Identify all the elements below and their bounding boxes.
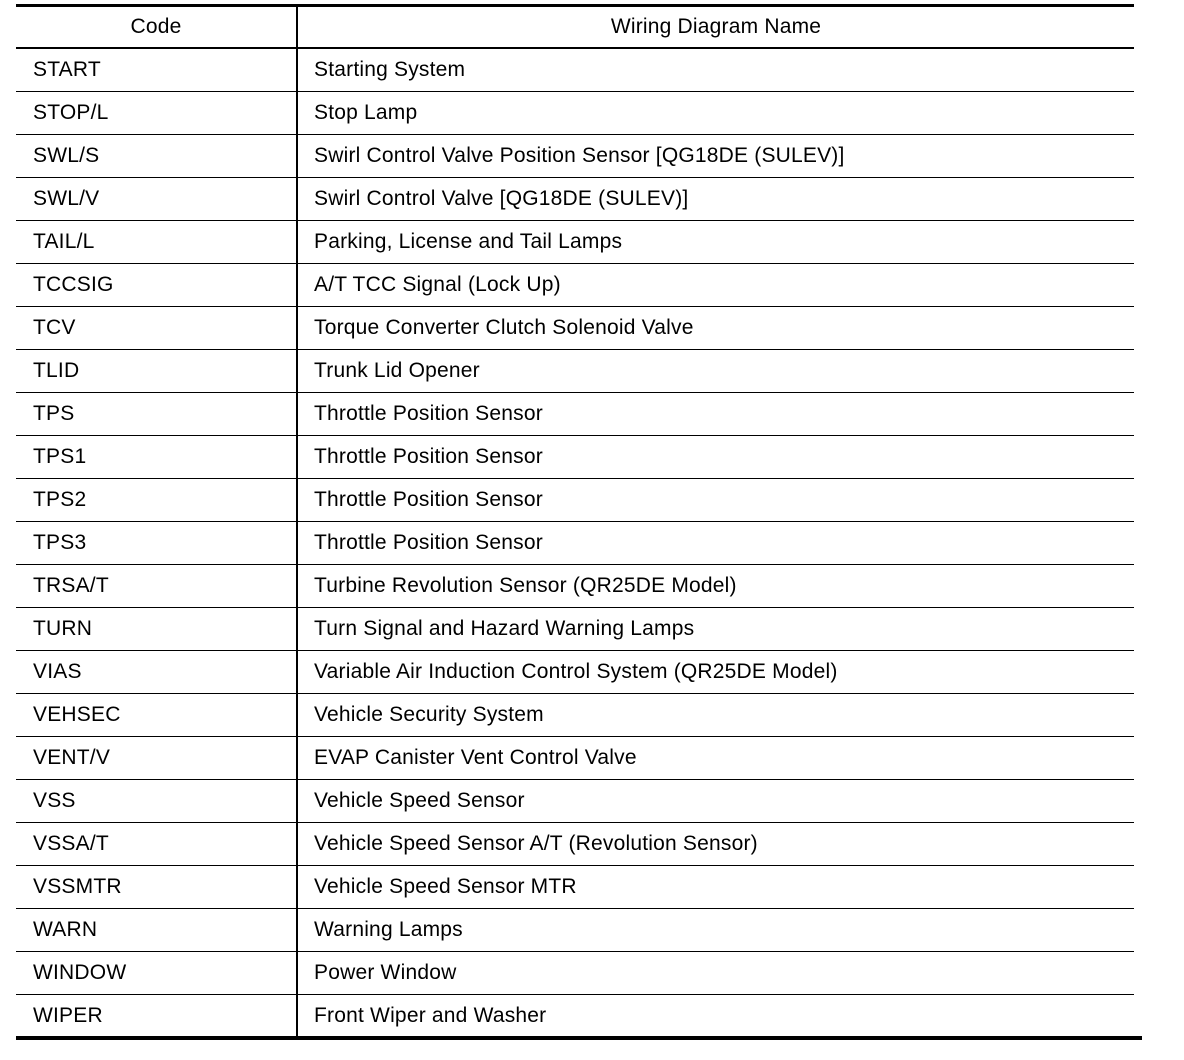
- code-cell: WARN: [16, 909, 298, 951]
- wiring-diagram-name-cell: Vehicle Speed Sensor MTR: [314, 875, 577, 898]
- table-row: [16, 737, 1134, 780]
- table-row: [16, 780, 1134, 823]
- code-cell: SWL/V: [16, 178, 298, 220]
- wiring-diagram-name-cell: Vehicle Speed Sensor: [314, 789, 525, 812]
- table-bottom-rule: [16, 1036, 1142, 1040]
- code-cell: TRSA/T: [16, 565, 298, 607]
- code-cell: TPS2: [16, 479, 298, 521]
- table-row: [16, 393, 1134, 436]
- table-row: [16, 135, 1134, 178]
- table-row: [16, 178, 1134, 221]
- table-row: [16, 909, 1134, 952]
- wiring-diagram-name-cell: Trunk Lid Opener: [314, 359, 480, 382]
- table-row: [16, 92, 1134, 135]
- wiring-diagram-name-cell: Swirl Control Valve [QG18DE (SULEV)]: [314, 187, 689, 210]
- table-row: [16, 651, 1134, 694]
- table-row: [16, 350, 1134, 393]
- code-cell: VENT/V: [16, 737, 298, 779]
- wiring-diagram-name-cell: Turn Signal and Hazard Warning Lamps: [314, 617, 695, 640]
- code-cell: STOP/L: [16, 92, 298, 134]
- code-cell: VEHSEC: [16, 694, 298, 736]
- wiring-diagram-name-cell: Turbine Revolution Sensor (QR25DE Model): [314, 574, 737, 597]
- table-row: [16, 479, 1134, 522]
- wiring-diagram-name-cell: A/T TCC Signal (Lock Up): [314, 273, 561, 296]
- code-cell: TPS3: [16, 522, 298, 564]
- code-cell: TAIL/L: [16, 221, 298, 263]
- wiring-diagram-name-cell: Swirl Control Valve Position Sensor [QG18DE (SULEV)]: [314, 144, 845, 167]
- table-row: [16, 221, 1134, 264]
- code-cell: WIPER: [16, 995, 298, 1036]
- code-cell: TPS: [16, 393, 298, 435]
- code-cell: VSSMTR: [16, 866, 298, 908]
- code-cell: VSS: [16, 780, 298, 822]
- wiring-diagram-name-cell: Vehicle Security System: [314, 703, 544, 726]
- wiring-diagram-name-cell: Parking, License and Tail Lamps: [314, 230, 623, 253]
- wiring-diagram-name-cell: Vehicle Speed Sensor A/T (Revolution Sensor): [314, 832, 758, 855]
- table-row: [16, 49, 1134, 92]
- code-cell: START: [16, 49, 298, 91]
- code-cell: TLID: [16, 350, 298, 392]
- table-row: [16, 307, 1134, 350]
- code-cell: SWL/S: [16, 135, 298, 177]
- table-row: [16, 522, 1134, 565]
- header-code: Code: [16, 7, 298, 47]
- table-row: [16, 608, 1134, 651]
- code-cell: TPS1: [16, 436, 298, 478]
- code-cell: TCCSIG: [16, 264, 298, 306]
- wiring-diagram-table: [16, 4, 1134, 1040]
- code-cell: WINDOW: [16, 952, 298, 994]
- wiring-diagram-name-cell: Throttle Position Sensor: [314, 488, 543, 511]
- wiring-diagram-name-cell: Warning Lamps: [314, 918, 463, 941]
- wiring-diagram-name-cell: Torque Converter Clutch Solenoid Valve: [314, 316, 694, 339]
- table-row: [16, 823, 1134, 866]
- code-cell: VIAS: [16, 651, 298, 693]
- wiring-diagram-name-cell: Front Wiper and Washer: [314, 1003, 547, 1027]
- table-row: [16, 952, 1134, 995]
- wiring-diagram-name-cell: Power Window: [314, 961, 457, 984]
- wiring-diagram-name-cell: Throttle Position Sensor: [314, 445, 543, 468]
- wiring-diagram-name-cell: EVAP Canister Vent Control Valve: [314, 746, 637, 769]
- table-row: [16, 866, 1134, 909]
- code-cell: TCV: [16, 307, 298, 349]
- table-row: [16, 264, 1134, 307]
- wiring-diagram-name-cell: Throttle Position Sensor: [314, 402, 543, 425]
- code-cell: TURN: [16, 608, 298, 650]
- code-cell: VSSA/T: [16, 823, 298, 865]
- header-wiring-diagram-name: Wiring Diagram Name: [610, 15, 822, 38]
- wiring-diagram-name-cell: Stop Lamp: [314, 101, 418, 124]
- table-body: [16, 49, 1134, 1036]
- table-row: [16, 436, 1134, 479]
- table-row: [16, 694, 1134, 737]
- table-row: [16, 995, 1134, 1036]
- wiring-diagram-name-cell: Variable Air Induction Control System (QR25DE Model): [314, 660, 838, 683]
- table-row: [16, 565, 1134, 608]
- wiring-diagram-name-cell: Starting System: [314, 58, 466, 81]
- table-header-row: [16, 7, 1134, 49]
- wiring-diagram-name-cell: Throttle Position Sensor: [314, 531, 543, 554]
